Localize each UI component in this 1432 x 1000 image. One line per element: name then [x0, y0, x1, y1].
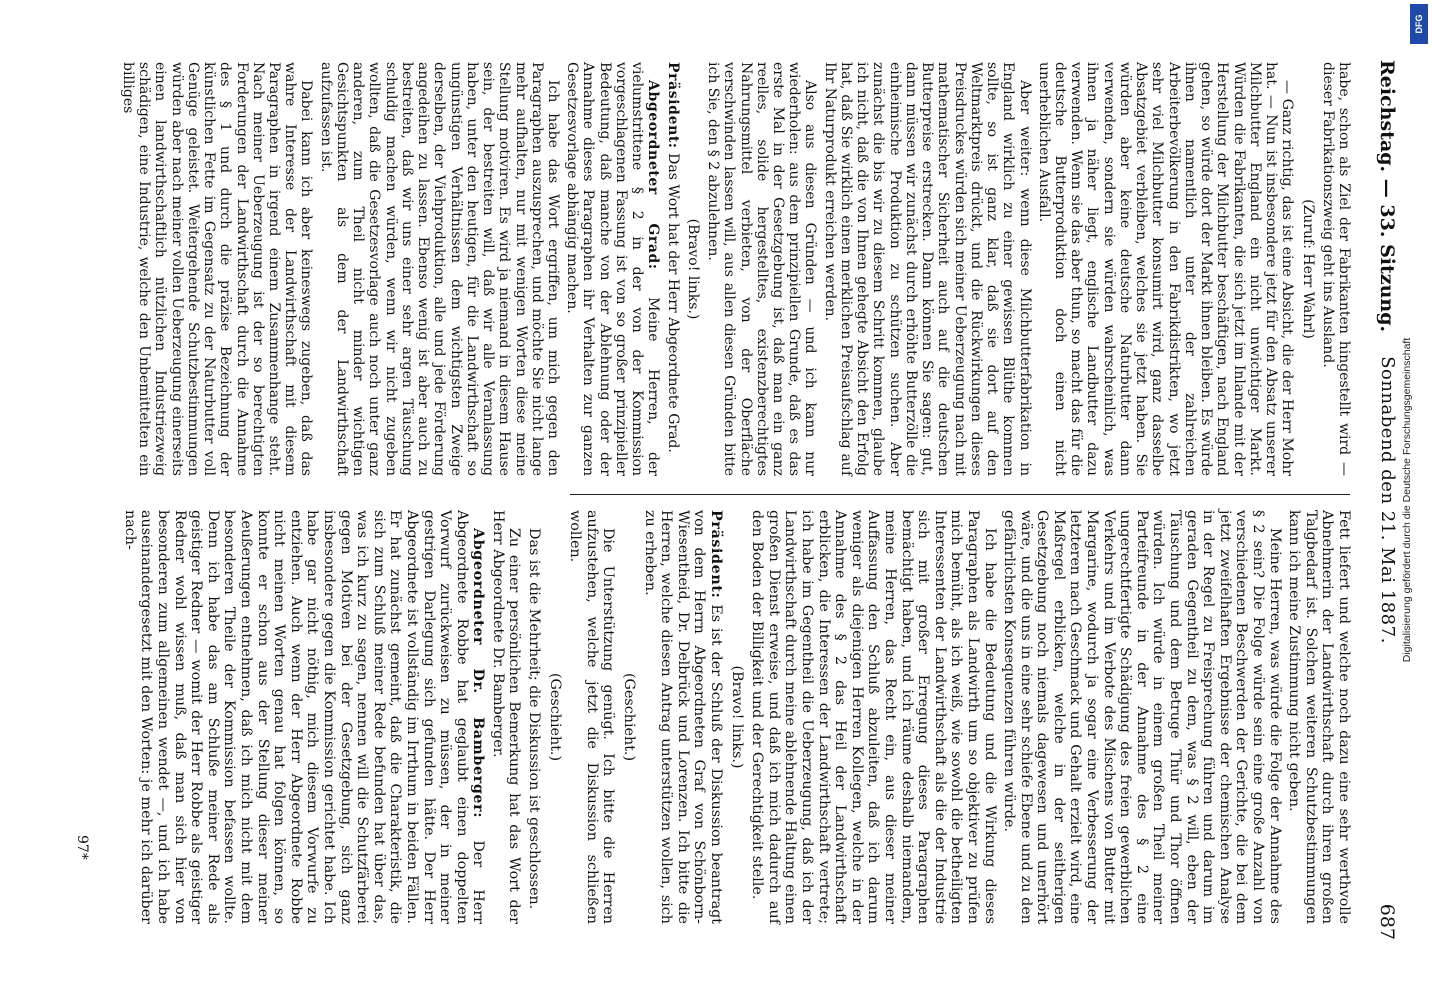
paragraph	[1036, 62, 1296, 476]
paragraph-text: Es ist der Schluß der Diskussion beantragt von dem Herrn Abgeordneten Graf von Schönborn-Wiesentheid, Dr. Delbrück und Lorenzen. Ich bitte die Herren, welche diesen Antrag unterstützen wollen, sich zu erheben.	[641, 510, 725, 924]
digitization-credit	[1389, 40, 1425, 960]
stage-direction: (Bravo! links.)	[684, 218, 701, 320]
speaker-name: Abgeordneter Dr. Bamberger:	[470, 528, 487, 819]
paragraph	[567, 510, 617, 924]
paragraph-text: Also aus diesen Gründen — und ich kann nur wiederholen: aus dem prinzipiellen Grunde, daß es das erste Mal in der Gesetzgebung ist, daß man ein ganz reelles, solide hergestelltes, existenzberechtigtes Nahrungsmittel verbieten, von der Oberfläche verschwinden lassen will, aus allen diesen Gründen bitte ich Sie, den § 2 abzulehnen.	[705, 62, 819, 476]
paragraph	[1320, 62, 1352, 476]
right-column	[118, 510, 1352, 924]
page-number: 687	[1376, 903, 1398, 940]
paragraph-text: Die Unterstützung genügt. Ich bitte die Herren aufzustehen, welche jetzt die Diskussion schließen wollen.	[567, 510, 617, 924]
paragraph	[317, 62, 561, 476]
paragraph	[1286, 510, 1352, 924]
paragraph-text: Meine Herren, der vielumstrittene § 2 in der von der Kommission vorgeschlagenen Fassung ist von so großer prinzipieller Bedeutung, daß manche von der Ablehnung oder der Annahme dieses Paragraphen ihr Verhalten zur ganzen Gesetzesvorlage abhängig machen.	[564, 62, 662, 476]
paragraph-text: Ich habe das Wort ergriffen, um mich gegen den Paragraphen auszusprechen, und möchte Sie nicht lange mehr aufhalten, nur mit wenigen Worten diese meine Stellung motiviren. Es wird ja niemand in diesem Hause sein, der bestreiten will, daß wir alle Veranlassung haben, unter den heutigen, für die Landwirthschaft so ungünstigen Verhältnissen dem wichtigsten Zweige derselben, der Viehproduktion, alle und jede Förderung angedeihen zu lassen. Ebenso wenig ist aber auch zu bestreiten, daß wir uns einer sehr argen Täuschung schuldig machen würden, wenn wir nicht zugeben wollten, daß die Gesetzesvorlage auch noch unter ganz anderen, zum Theil nicht minder wichtigen Gesichtspunkten als dem der Landwirthschaft aufzufassen ist.	[317, 62, 561, 476]
left-column	[117, 62, 1352, 476]
speaker-name: Präsident:	[664, 62, 681, 149]
paragraph-text: Dabei kann ich aber keineswegs zugeben, daß das wahre Interesse der Landwirthschaft mit diesem Paragraphen in irgend einem Zusammenhange steht. Nach meiner Ueberzeugung ist der so berechtigten Forderungen der Landwirthschaft durch die Annahme des § 1 und durch die präzise Bezeichnung der künstlichen Fette im Gegensatz zu der Naturbutter voll Genüge geleistet. Weitergehende Schutzbestimmungen würden aber nach meiner vollen Ueberzeugung einerseits einen landwirthschaftlich nützlichen Industriezweig schädigen, eine Industrie, welche den Unbemittelten ein billiges	[119, 62, 315, 476]
speaker-name: Präsident:	[708, 510, 725, 599]
paragraph-text: Das Wort hat der Herr Abgeordnete Grad.	[664, 153, 681, 453]
speaker-paragraph	[641, 510, 724, 924]
speaker-paragraph	[564, 62, 661, 476]
speaker-name: Abgeordneter Grad:	[645, 80, 662, 270]
paragraph-text: — Ganz richtig, das ist eine Absicht, die der Herr Mohr hat. — Nun ist insbesondere jetzt für den Absatz unserer Milchbutter England ein nicht unwichtiger Markt. Würden die Fabrikanten, die sich jetzt im Inlande mit der Herstellung der Milchbutter beschäftigen, nach England gehen, so würde dort der Markt ihnen bleiben. Es würde ihnen namentlich unter der zahlreichen Arbeiterbevölkerung in den Fabrikdistrikten, wo jetzt sehr viel Milchbutter konsumirt wird, ganz dasselbe Absatzgebiet verbleiben, welches sie jetzt haben. Sie würden aber keine deutsche Naturbutter dann verwenden, sondern sie würden wahrscheinlich, was ihnen ja näher liegt, englische Landbutter dazu verwenden. Wenn sie das aber thun, so macht das für die deutsche Butterproduktion doch einen nicht unerheblichen Ausfall.	[1035, 62, 1296, 476]
signature-mark: 97*	[74, 835, 90, 860]
paragraph-text: Zu einer persönlichen Bemerkung hat das Wort der Herr Abgeordnete Dr. Bamberger.	[489, 510, 523, 924]
header-date: Sonnabend den 21. Mai 1887.	[1377, 356, 1398, 644]
stage-direction: (Geschieht.)	[546, 672, 563, 762]
paragraph	[489, 510, 522, 924]
header-left: Reichstag. — 33. Sitzung.	[1376, 60, 1398, 333]
paragraph	[120, 62, 315, 476]
paragraph	[526, 510, 543, 924]
stage-direction: (Bravo! links.)	[728, 665, 745, 769]
column-divider	[570, 494, 1350, 495]
paragraph-text: Der Herr Abgeordnete Robbe hat geglaubt einen doppelten Vorwurf zurückweisen zu müssen, der in meiner gestrigen Darlegung sich gefunden hätte. Der Herr Abgeordnete ist vollständig im Irrthum in beiden Fällen. Er hat zunächst gemeint, daß die Charakteristik, die sich zum Schluß meiner Rede befunden hat über das, was ich kurz zu sagen, nennen will die Schutzfärberei gegen Motiven bei der Gesetzgebung, sich ganz insbesondere gegen die Kommission gerichtet habe. Ich habe gar nicht nöthig, mich diesem Vorwurfe zu entziehen. Auch wenn der Herr Abgeordnete Robbe nicht meinen Worten genau hat folgen können, so konnte er schon aus der Stellung dieser meiner Aeußerungen entnehmen, daß ich mich nicht mit dem besonderen Theile der Kommission befassen wollte. Denn ich habe das am Schluße meiner Rede als geistiger Redner — womit der Herr Robbe als geistiger Redner wohl wissen muß, daß man sich hier von besonderen zum allgemeinen wendet —, und ich habe auseinandergesetzt mit den Worten: je mehr ich darüber nach-	[121, 510, 487, 924]
paragraph-text: Meine Herren, was würde die Folge der Annahme des § 2 sein? Die Folge würde sein eine große Anzahl von verschiedenen Beschwerden der Gerichte, die bei dem jetzt zweifelhaften Ergebnisse der chemischen Analyse in der Regel zu Freisprechung führen und darum im geraden Gegentheil zu dem, was § 2 will, eben der Täuschung und dem Betruge Thür und Thor öffnen würden. Ich würde in einem großen Theil meiner Parteifreunde in der Annahme des § 2 eine ungerechtfertigte Schädigung des freien gewerblichen Verkehrs und im Verbote des Mischens von Butter mit Margarine, wodurch ja sogar eine Verbesserung der letzteren nach Geschmack und Gehalt erzielt wird, eine Maßregel erblicken, welche in der seitherigen Gesetzgebung noch niemals dagewesen und unerhört wäre, und die uns in eine sehr schiefe Ebene und zu den gefährlichsten Konsequenzen führen würde.	[1001, 510, 1283, 924]
paragraph	[1001, 510, 1283, 924]
paragraph	[822, 62, 1033, 476]
paragraph-text: Aber weiter: wenn diese Milchbutterfabrikation in England wirklich zu einer gewissen Blüthe kommen sollte, so ist ganz klar, daß sie dort auf den Weltmarktpreis drückt, und die Rückwirkungen dieses Preisdruckes würden sich meiner Ueberzeugung nach mit mathematischer Sicherheit auch auf die deutschen Butterpreise erstrecken. Dann können Sie sagen: gut, dann müssen wir zunächst durch erhöhte Butterzölle die einheimische Produktion zu schützen suchen. Aber zunächst die bis wir zu diesem Schritt kommen, glaube ich nicht, daß die von Ihnen gehegte Absicht den Erfolg hat, daß Sie wirklich einen merklichen Preisaufschlag auf Ihr Naturprodukt erreichen werden.	[821, 62, 1033, 476]
paragraph-text: Ich habe die Bedeutung und die Wirkung dieses Paragraphen als Landwirth um so objektiver zu prüfen mich bemüht, als ich weiß, wie sowohl die betheiligten Interessenten der Landwirthschaft als die der Industrie sich mit großer Erregung dieses Paragraphen bemächtigt haben, und ich räume deshalb niemandem, meine Herren, das Recht ein, aus dieser meiner Auffassung den Schluß abzuleiten, daß ich darum weniger als diejenigen Herren Kollegen, welche in der Annahme des § 2 das Heil der Landwirthschaft erblicken, die Interessen der Landwirthschaft vertrete; ich habe im Gegentheil die Ueberzeugung, daß ich der Landwirthschaft durch meine ablehnende Haltung einen großen Dienst erweise, und daß ich mich dadurch auf den Boden der Billigkeit und der Gerechtigkeit stelle.	[749, 510, 998, 924]
digitization-credit-text: Digitalisierung gefördert durch die Deutsche Forschungsgemeinschaft	[1401, 337, 1413, 663]
paragraph	[705, 62, 819, 476]
dfg-logo-text: DFG	[1414, 14, 1424, 34]
speaker-paragraph	[664, 62, 680, 476]
paragraph-text: habe, schon als Ziel der Fabrikanten hingestellt wird — dieser Fabrikationszweig geht ins Ausland.	[1319, 62, 1352, 476]
paragraph-text: Fett liefert und welche noch dazu eine sehr werthvolle Abnehmerin der Landwirthschaft durch ihren großen Talgbedarf ist. Solchen weiteren Schutzbestimmungen kann ich meine Zustimmung nicht geben.	[1286, 510, 1352, 924]
speaker-paragraph	[121, 510, 486, 924]
stage-direction: (Zuruf: Herr Wahrl)	[1299, 199, 1316, 339]
stage-direction: (Geschieht.)	[621, 672, 638, 762]
paragraph	[749, 510, 998, 924]
paragraph-text: Das ist die Mehrheit; die Diskussion ist geschlossen.	[526, 528, 543, 910]
dfg-logo	[1410, 4, 1428, 44]
